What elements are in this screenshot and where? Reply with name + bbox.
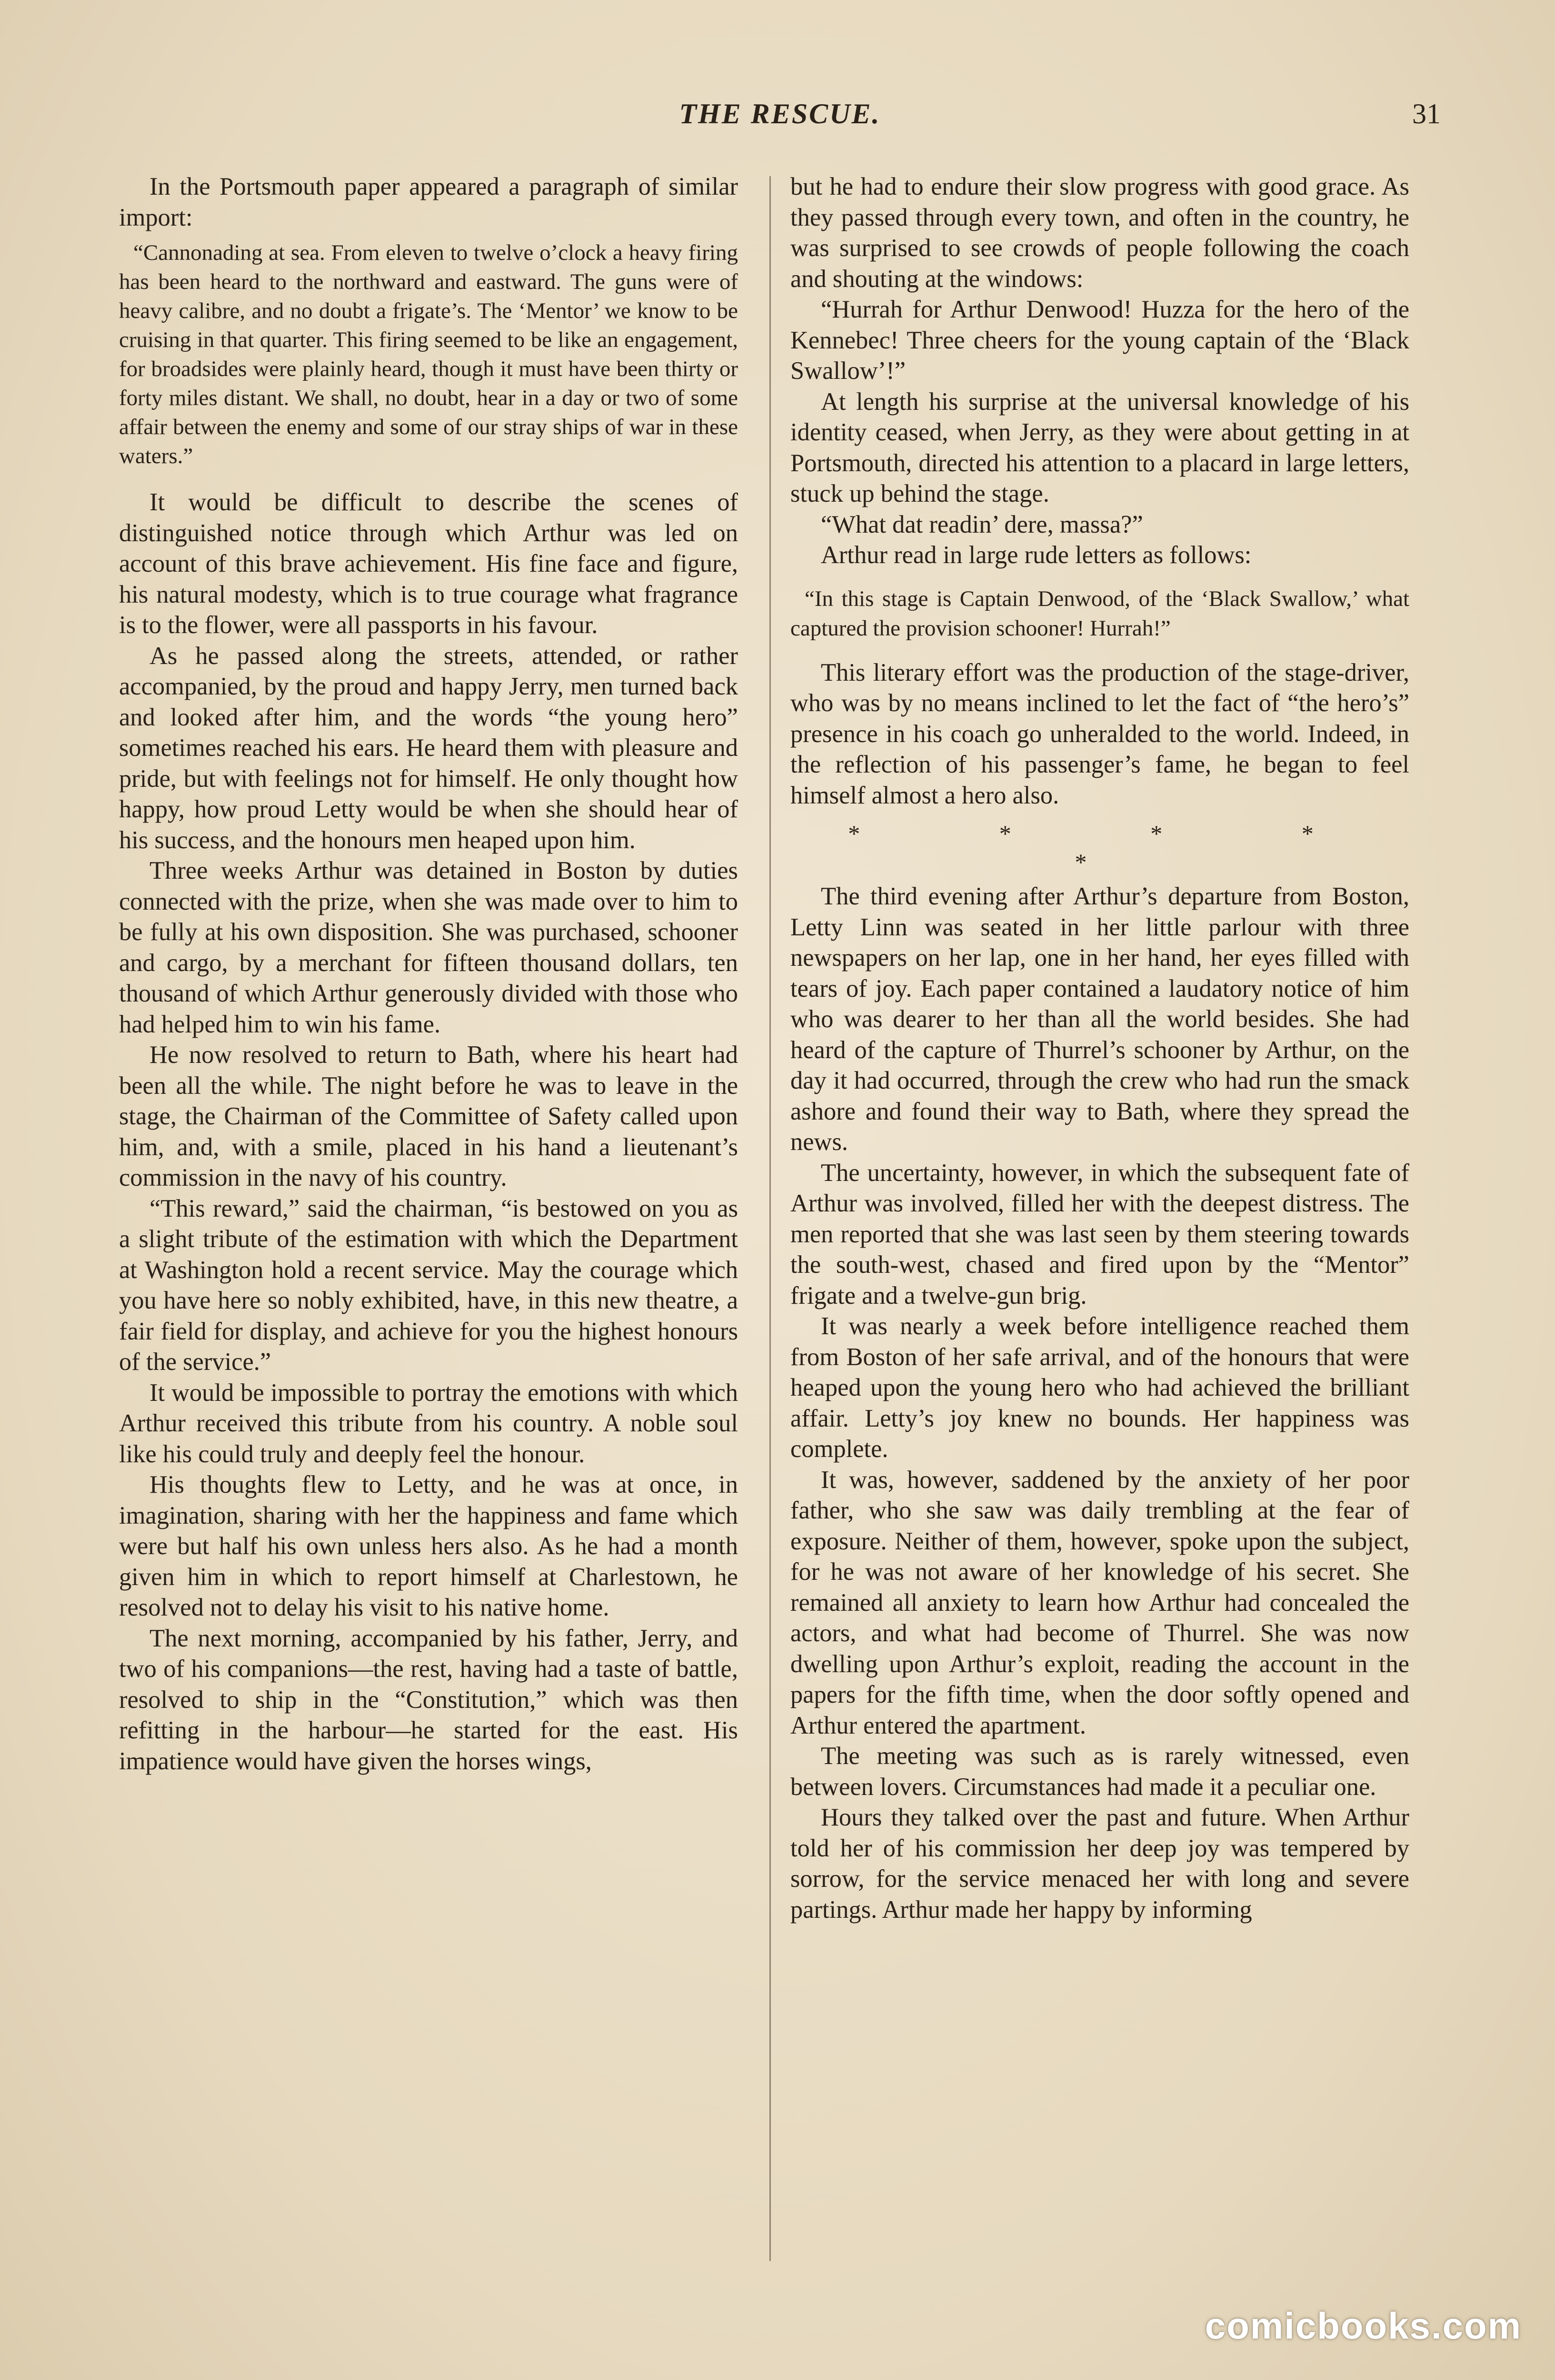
paragraph: “This reward,” said the chairman, “is bestowed on you as a slight tribute of the estimation with which the Department at Washington hold a recent service. May the courage which you have here so nobly exhibited, have, in this new theatre, a fair field for display, and achieve for you the highest honours of the service.”	[119, 1194, 738, 1376]
section-break: * * * * *	[848, 820, 1380, 875]
paragraph: The third evening after Arthur’s departure from Boston, Letty Linn was seated in her little parlour with three newspapers on her lap, one in her hand, her eyes filled with tears of joy. Each paper contained a laudatory notice of him who was dearer to her than all the world besides. She had heard of the capture of Thurrel’s schooner by Arthur, on the day it had occurred, through the crew who had run the smack ashore and found their way to Bath, where they spread the news.	[790, 883, 1409, 1156]
paragraph: but he had to endure their slow progress with good grace. As they passed through every town, and often in the country, he was surprised to see crowds of people following the coach and shouting at the windows:	[790, 173, 1409, 293]
left-column	[119, 171, 738, 2275]
paragraph: Three weeks Arthur was detained in Boston by duties connected with the prize, when she was made over to him to be fully at his own disposition. She was purchased, schooner and cargo, by a merchant for fifteen thousand dollars, ten thousand of which Arthur generously divided with those who had helped him to win his fame.	[119, 857, 738, 1038]
paragraph: His thoughts flew to Letty, and he was at once, in imagination, sharing with her the happiness and fame which were but half his own unless hers also. As he had a month given him in which to report himself at Charlestown, he resolved not to delay his visit to his native home.	[119, 1471, 738, 1621]
page-number: 31	[1412, 98, 1441, 129]
right-column	[790, 171, 1409, 2275]
paragraph: In the Portsmouth paper appeared a paragraph of similar import:	[119, 173, 738, 231]
paragraph: It was nearly a week before intelligence reached them from Boston of her safe arrival, and of the honours that were heaped upon the young hero who had achieved the brilliant affair. Letty’s joy knew no bounds. Her happiness was complete.	[790, 1312, 1409, 1463]
paragraph: Arthur read in large rude letters as follows:	[821, 541, 1252, 569]
paragraph: He now resolved to return to Bath, where his heart had been all the while. The night before he was to leave in the stage, the Chairman of the Committee of Safety called upon him, and, with a smile, placed in his hand a lieutenant’s commission in the navy of his country.	[119, 1041, 738, 1191]
paragraph: The meeting was such as is rarely witnessed, even between lovers. Circumstances had made it a peculiar one.	[790, 1742, 1409, 1801]
placard-quote: “In this stage is Captain Denwood, of the ‘Black Swallow,’ what captured the provision schooner! Hurrah!”	[790, 586, 1409, 641]
paragraph: Hours they talked over the past and future. When Arthur told her of his commission her deep joy was tempered by sorrow, for the service menaced her with long and severe partings. Arthur made her happy by informing	[790, 1804, 1409, 1924]
page-header	[100, 98, 1460, 145]
column-rule	[769, 176, 771, 2261]
paragraph: It would be impossible to portray the emotions with which Arthur received this tribute from his country. A noble soul like his could truly and deeply feel the honour.	[119, 1378, 738, 1468]
paragraph: The uncertainty, however, in which the subsequent fate of Arthur was involved, filled her with the deepest distress. The men reported that she was last seen by them steering towards the south-west, chased and fired upon by the “Mentor” frigate and a twelve-gun brig.	[790, 1159, 1409, 1309]
paragraph: The next morning, accompanied by his father, Jerry, and two of his companions—the rest, having had a taste of battle, resolved to ship in the “Constitution,” which was then refitting in the harbour—he started for the east. His impatience would have given the horses wings,	[119, 1624, 738, 1775]
paragraph: This literary effort was the production of the stage-driver, who was by no means inclined to let the fact of “the hero’s” presence in his coach go unheralded to the world. Indeed, in the reflection of his passenger’s fame, he began to feel himself almost a hero also.	[790, 658, 1409, 809]
paragraph: “What dat readin’ dere, massa?”	[821, 510, 1143, 538]
paragraph: As he passed along the streets, attended, or rather accompanied, by the proud and happy Jerry, men turned back and looked after him, and the words “the young hero” sometimes reached his ears. He heard them with pleasure and pride, but with feelings not for himself. He only thought how happy, how proud Letty would be when she should hear of his success, and the honours men heaped upon him.	[119, 642, 738, 854]
paragraph: “Hurrah for Arthur Denwood! Huzza for the hero of the Kennebec! Three cheers for the young captain of the ‘Black Swallow’!”	[790, 296, 1409, 385]
watermark: comicbooks.com	[1205, 2305, 1522, 2347]
running-title: THE RESCUE.	[679, 98, 881, 129]
paragraph: At length his surprise at the universal knowledge of his identity ceased, when Jerry, as they were about getting in at Portsmouth, directed his attention to a placard in large letters, stuck up behind the stage.	[790, 387, 1409, 507]
newspaper-quote: “Cannonading at sea. From eleven to twelve o’clock a heavy firing has been heard to the northward and eastward. The guns were of heavy calibre, and no doubt a frigate’s. The ‘Mentor’ we know to be cruising in that quarter. This firing seemed to be like an engagement, for broadsides were plainly heard, though it must have been thirty or forty miles distant. We shall, no doubt, hear in a day or two of some affair between the enemy and some of our stray ships of war in these waters.”	[119, 240, 738, 468]
paragraph: It was, however, saddened by the anxiety of her poor father, who she saw was daily trembling at the fear of exposure. Neither of them, however, spoke upon the subject, for he was not aware of her knowledge of his secret. She remained all anxiety to learn how Arthur had concealed the actors, and what had become of Thurrel. She was now dwelling upon Arthur’s exploit, reading the account in the papers for the fifth time, when the door softly opened and Arthur entered the apartment.	[790, 1466, 1409, 1739]
paragraph: It would be difficult to describe the scenes of distinguished notice through which Arthur was led on account of this brave achievement. His fine face and figure, his natural modesty, which is to true courage what fragrance is to the flower, were all passports in his favour.	[119, 488, 738, 639]
